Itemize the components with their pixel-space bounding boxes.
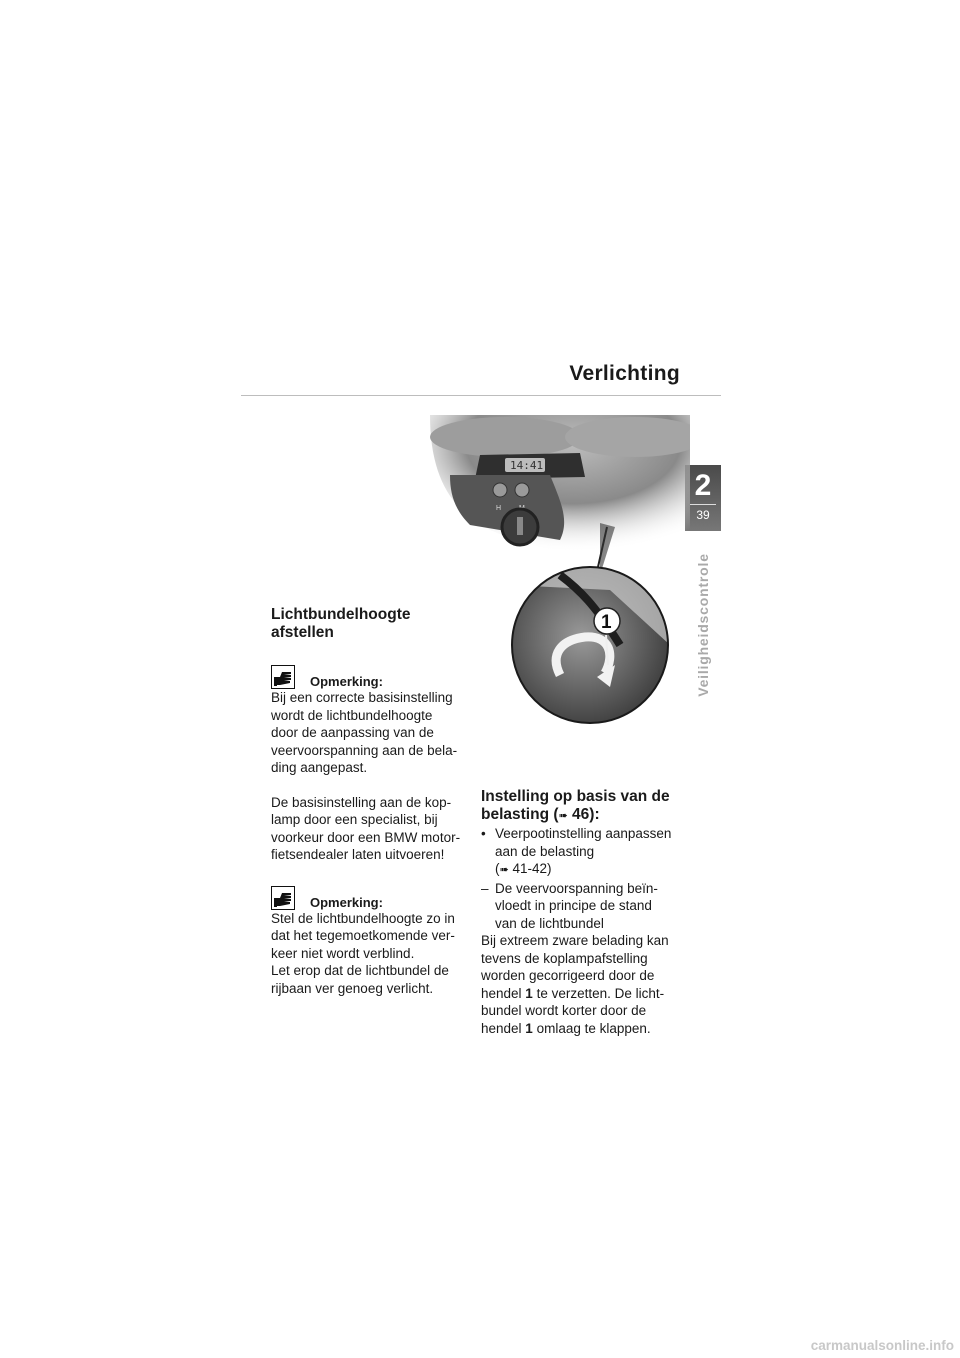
watermark: carmanualsonline.info [810,1338,954,1353]
svg-text:14:41: 14:41 [510,459,544,472]
note-hand-icon [271,886,295,910]
section-heading: Instelling op basis van de belasting (➠ 46): [481,788,670,823]
zoom-detail [510,565,670,725]
chapter-tab [685,465,721,531]
note-text: Stel de lichtbundelhoogte zo in dat het tegemoetkomende ver- keer niet wordt verblind. Let erop dat de lichtbundel de rijbaan ver genoeg verlicht. [271,910,455,996]
right-column [481,788,686,1037]
left-column [271,606,471,997]
body-paragraph: Bij extreem zware belading kan tevens de koplampafstelling worden gecorrigeerd door de hendel 1 te verzetten. De licht- bundel wordt korter door de hendel 1 omlaag te klappen. [481,933,669,1036]
list-item: – De veervoorspanning beïn- vloedt in principe de stand van de lichtbundel [481,880,658,931]
page-number: 39 [696,508,710,522]
note-label: Opmerking: [310,674,383,689]
reference-arrow-icon: ➠ [558,809,568,822]
list-item: • Veerpootinstelling aanpassen aan de belasting (➠ 41-42) [481,826,672,876]
note-header [271,886,471,910]
note-text: Bij een correcte basisinstelling wordt de lichtbundelhoogte door de aanpassing van de veervoorspanning aan de bela- ding aangepast. [271,690,458,775]
reference-arrow-icon: ➠ [499,864,509,876]
note-header [271,665,471,689]
header-rule [241,395,721,396]
chapter-separator [690,504,716,505]
page-title: Verlichting [569,362,680,385]
svg-text:1: 1 [601,612,612,633]
chapter-side-label: Veiligheidscontrole [695,553,711,697]
chapter-number: 2 [694,469,712,502]
body-paragraph: De basisinstelling aan de kop- lamp door een specialist, bij voorkeur door een BMW motor- fietsendealer laten uitvoeren! [271,794,461,862]
note-hand-icon [271,665,295,689]
instruction-list [481,825,686,932]
note-label: Opmerking: [310,894,383,910]
svg-text:H: H [496,505,502,512]
section-heading: Lichtbundelhoogte afstellen [271,606,411,641]
